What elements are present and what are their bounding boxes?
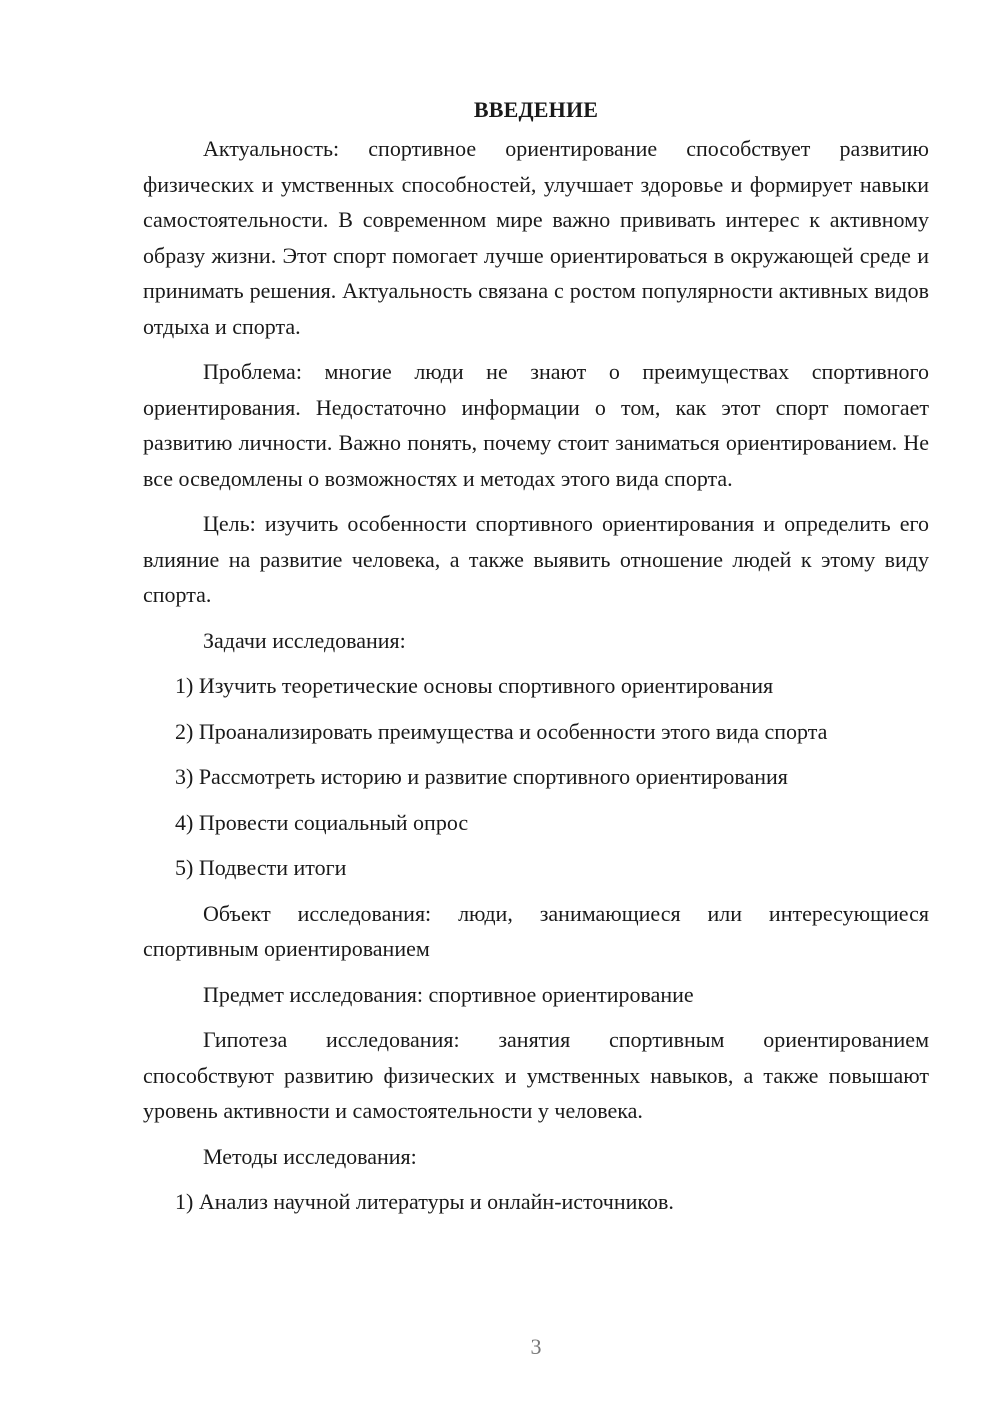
relevance-paragraph: Актуальность: спортивное ориентирование способствует развитию физических и умственных способностей, улучшает здоровье и формирует навыки самостоятельности. В современном мире важно прививать интерес к активному образу жизни. Этот спорт помогает лучше ориентироваться в окружающей среде и принимать решения. Актуальность связана с ростом популярности активных видов отдыха и спорта. xyxy=(143,136,929,339)
hypothesis-paragraph: Гипотеза исследования: занятия спортивным ориентированием способствуют развитию физических и умственных навыков, а также повышают уровень активности и самостоятельности у человека. xyxy=(143,1027,929,1123)
task-item-4: 4) Провести социальный опрос xyxy=(175,809,469,835)
task-item-5: 5) Подвести итоги xyxy=(175,855,347,880)
document-page xyxy=(143,92,929,1230)
section-title: ВВЕДЕНИЕ xyxy=(473,97,599,122)
problem-paragraph: Проблема: многие люди не знают о преимуществах спортивного ориентирования. Недостаточно информации о том, как этот спорт помогает развитию личности. Важно понять, почему стоит заниматься ориентированием. Не все осведомлены о возможностях и методах этого вида спорта. xyxy=(143,359,929,491)
subject-paragraph: Предмет исследования: спортивное ориентирование xyxy=(203,981,694,1007)
method-item-1: 1) Анализ научной литературы и онлайн-источников. xyxy=(175,1189,674,1214)
methods-heading: Методы исследования: xyxy=(203,1143,417,1169)
methods-list xyxy=(143,1184,929,1220)
task-item-2: 2) Проанализировать преимущества и особенности этого вида спорта xyxy=(175,718,828,744)
object-paragraph: Объект исследования: люди, занимающиеся или интересующиеся спортивным ориентированием xyxy=(143,900,929,961)
task-item-1: 1) Изучить теоретические основы спортивного ориентирования xyxy=(175,673,774,698)
goal-paragraph: Цель: изучить особенности спортивного ориентирования и определить его влияние на развитие человека, а также выявить отношение людей к этому виду спорта. xyxy=(143,511,929,607)
task-item-3: 3) Рассмотреть историю и развитие спортивного ориентирования xyxy=(175,764,788,789)
tasks-list xyxy=(143,668,929,886)
page-number: 3 xyxy=(530,1334,542,1359)
tasks-heading: Задачи исследования: xyxy=(203,627,406,653)
